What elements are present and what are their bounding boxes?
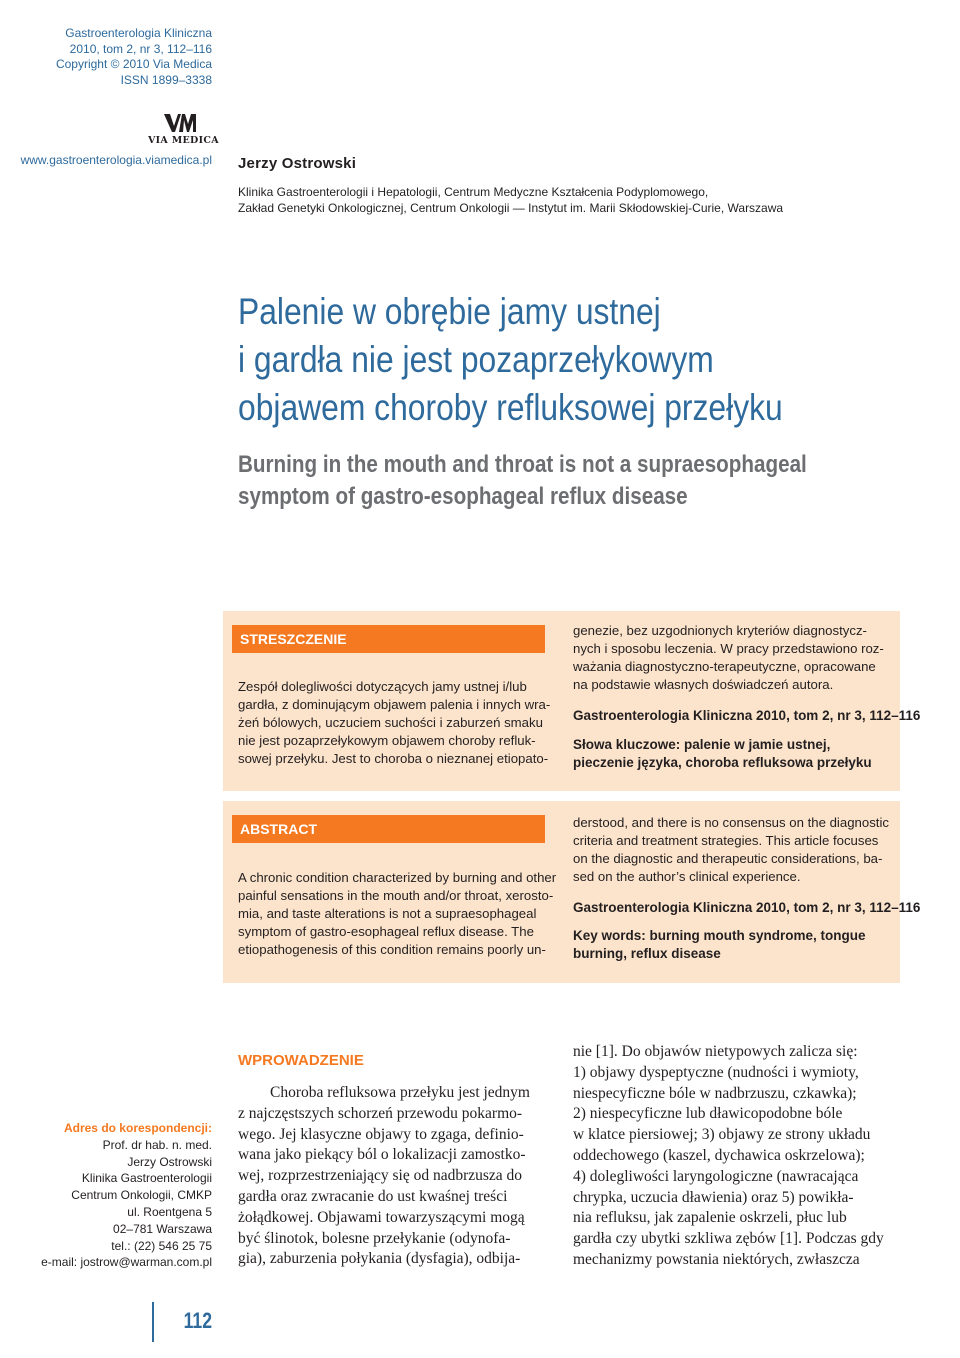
keywords <box>573 927 866 963</box>
text-line: nych i sposobu leczenia. W pracy przedstawiono roz- <box>573 641 884 656</box>
text-line: gardła, z dominującym objawem palenia i innych wra- <box>238 697 551 712</box>
text-line: być ślinotok, bolesne przełykanie (odynofa- <box>238 1229 511 1247</box>
text-line: nie [1]. Do objawów nietypowych zalicza się: <box>573 1043 858 1060</box>
journal-line: Gastroenterologia Kliniczna <box>65 26 212 40</box>
text-line: Zespół dolegliwości dotyczących jamy ustnej i/lub <box>238 679 527 694</box>
text-line: ważania diagnostyczno-terapeutyczne, opracowane <box>573 659 876 674</box>
streszczenie-right-column <box>573 622 888 694</box>
correspondence-label: Adres do korespondencji: <box>63 1121 212 1135</box>
author-name: Jerzy Ostrowski <box>238 155 357 172</box>
text-line: wana jako piekący ból o lokalizacji zamostko- <box>238 1146 526 1164</box>
text-line: A chronic condition characterized by burning and other <box>238 870 557 885</box>
text-line: żołądkowej. Objawami towarzyszącymi mogą <box>238 1208 525 1226</box>
intro-left-column <box>238 1083 553 1270</box>
affiliation-line: Zakład Genetyki Onkologicznej, Centrum Onkologii — Instytut im. Marii Skłodowskiej-Curie, Warszawa <box>238 201 784 215</box>
text-line: nia refluksu, jak zapalenie oskrzeli, płuc lub <box>573 1209 847 1227</box>
text-line: sowej przełyku. Jest to choroba o nieznanej etiopato- <box>238 751 549 766</box>
address-line: tel.: (22) 546 25 75 <box>111 1238 212 1253</box>
text-line: sed on the author’s clinical experience. <box>573 869 801 884</box>
text-line: oddechowego (kaszel, dychawica oskrzelowa); <box>573 1146 865 1164</box>
keywords <box>573 736 872 772</box>
text-line: symptom of gastro-esophageal reflux disease. The <box>238 924 534 939</box>
title-line: Palenie w obrębie jamy ustnej <box>238 291 661 332</box>
text-line: 2) niespecyficzne lub dławicopodobne bóle <box>573 1105 843 1123</box>
title-english <box>238 449 840 513</box>
keywords-line: Słowa kluczowe: palenie w jamie ustnej, <box>573 737 831 752</box>
address-line: ul. Roentgena 5 <box>127 1204 212 1219</box>
title-line: objawem choroby refluksowej przełyku <box>238 387 783 428</box>
journal-line: Copyright © 2010 Via Medica <box>55 57 212 71</box>
text-line: criteria and treatment strategies. This article focuses <box>573 833 879 848</box>
text-line: żeń bólowych, uczuciem suchości i zaburzeń smaku <box>238 715 543 730</box>
text-line: w klatce piersiowej; 3) objawy ze strony układu <box>573 1126 871 1144</box>
text-line: on the diagnostic and therapeutic considerations, ba- <box>573 851 883 866</box>
journal-line: 2010, tom 2, nr 3, 112–116 <box>69 41 212 56</box>
title-line: symptom of gastro-esophageal reflux disease <box>238 483 688 510</box>
text-line: gardła czy ubytki szkliwa zębów [1]. Podczas gdy <box>573 1230 884 1248</box>
vm-logo-icon <box>163 112 197 134</box>
title-polish <box>238 288 840 432</box>
text-line: painful sensations in the mouth and/or throat, xerosto- <box>238 888 554 903</box>
text-line: genezie, bez uzgodnionych kryteriów diagnostycz- <box>573 623 867 638</box>
text-line: gia), zaburzenia połykania (dysfagia), odbija- <box>238 1250 521 1268</box>
intro-right-column <box>573 1042 888 1271</box>
text-line: wego. Jej klasyczne objawy to zgaga, definio- <box>238 1125 524 1143</box>
title-line: Burning in the mouth and throat is not a supraesophageal <box>238 451 807 478</box>
streszczenie-heading: STRESZCZENIE <box>232 625 545 653</box>
text-line: wej, rozprzestrzeniający się od nadbrzusza do <box>238 1167 523 1185</box>
affiliation <box>238 184 938 216</box>
address-line: 02–781 Warszawa <box>113 1221 212 1236</box>
journal-info <box>40 26 212 88</box>
section-heading: WPROWADZENIE <box>238 1052 364 1069</box>
text-line: gardła oraz zwracanie do ust kwaśnej treści <box>238 1187 508 1205</box>
address-line: Klinika Gastroenterologii <box>81 1171 212 1186</box>
text-line: na podstawie własnych doświadczeń autora. <box>573 677 834 692</box>
text-line: etiopathogenesis of this condition remains poorly un- <box>238 942 546 957</box>
page-number: 112 <box>183 1308 212 1333</box>
text-line: z najczęstszych schorzeń przewodu pokarmo- <box>238 1104 523 1122</box>
text-line: nie jest pozaprzełykowym objawem choroby refluk- <box>238 733 536 748</box>
keywords-line: burning, reflux disease <box>573 946 721 961</box>
address-line: Prof. dr hab. n. med. <box>102 1137 212 1152</box>
abstract-right-column <box>573 814 888 886</box>
logo-text: VIA MEDICA <box>148 135 219 146</box>
keywords-line: Key words: burning mouth syndrome, tongue <box>573 928 866 943</box>
text-line: niespecyficzne bóle w nadbrzuszu, czkawka); <box>573 1084 857 1102</box>
text-line: chrypka, uczucia dławienia) oraz 5) powikła- <box>573 1188 854 1206</box>
streszczenie-left-column <box>238 678 550 768</box>
website-link[interactable]: www.gastroenterologia.viamedica.pl <box>20 153 212 167</box>
correspondence-address <box>40 1120 212 1271</box>
title-line: i gardła nie jest pozaprzełykowym <box>238 339 714 380</box>
text-line: 4) dolegliwości laryngologiczne (nawracająca <box>573 1167 859 1185</box>
citation: Gastroenterologia Kliniczna 2010, tom 2, nr 3, 112–116 <box>573 708 921 723</box>
address-line: Jerzy Ostrowski <box>127 1154 212 1169</box>
journal-line: ISSN 1899–3338 <box>120 72 212 87</box>
page-number-bar <box>152 1302 154 1342</box>
via-medica-logo <box>148 112 219 146</box>
affiliation-line: Klinika Gastroenterologii i Hepatologii, Centrum Medyczne Kształcenia Podyplomowego, <box>238 185 709 199</box>
abstract-heading: ABSTRACT <box>232 815 545 843</box>
text-line: 1) objawy dyspeptyczne (nudności i wymioty, <box>573 1063 859 1081</box>
text-line: mia, and taste alterations is not a supraesophageal <box>238 906 537 921</box>
citation: Gastroenterologia Kliniczna 2010, tom 2, nr 3, 112–116 <box>573 900 921 915</box>
address-line: Centrum Onkologii, CMKP <box>71 1188 212 1203</box>
text-line: mechanizmy powstania niektórych, zwłaszcza <box>573 1250 860 1268</box>
text-line: Choroba refluksowa przełyku jest jednym <box>270 1084 530 1101</box>
text-line: derstood, and there is no consensus on the diagnostic <box>573 815 889 830</box>
keywords-line: pieczenie języka, choroba refluksowa przełyku <box>573 755 872 770</box>
abstract-left-column <box>238 869 557 959</box>
email-line: e-mail: jostrow@warman.com.pl <box>41 1255 212 1270</box>
